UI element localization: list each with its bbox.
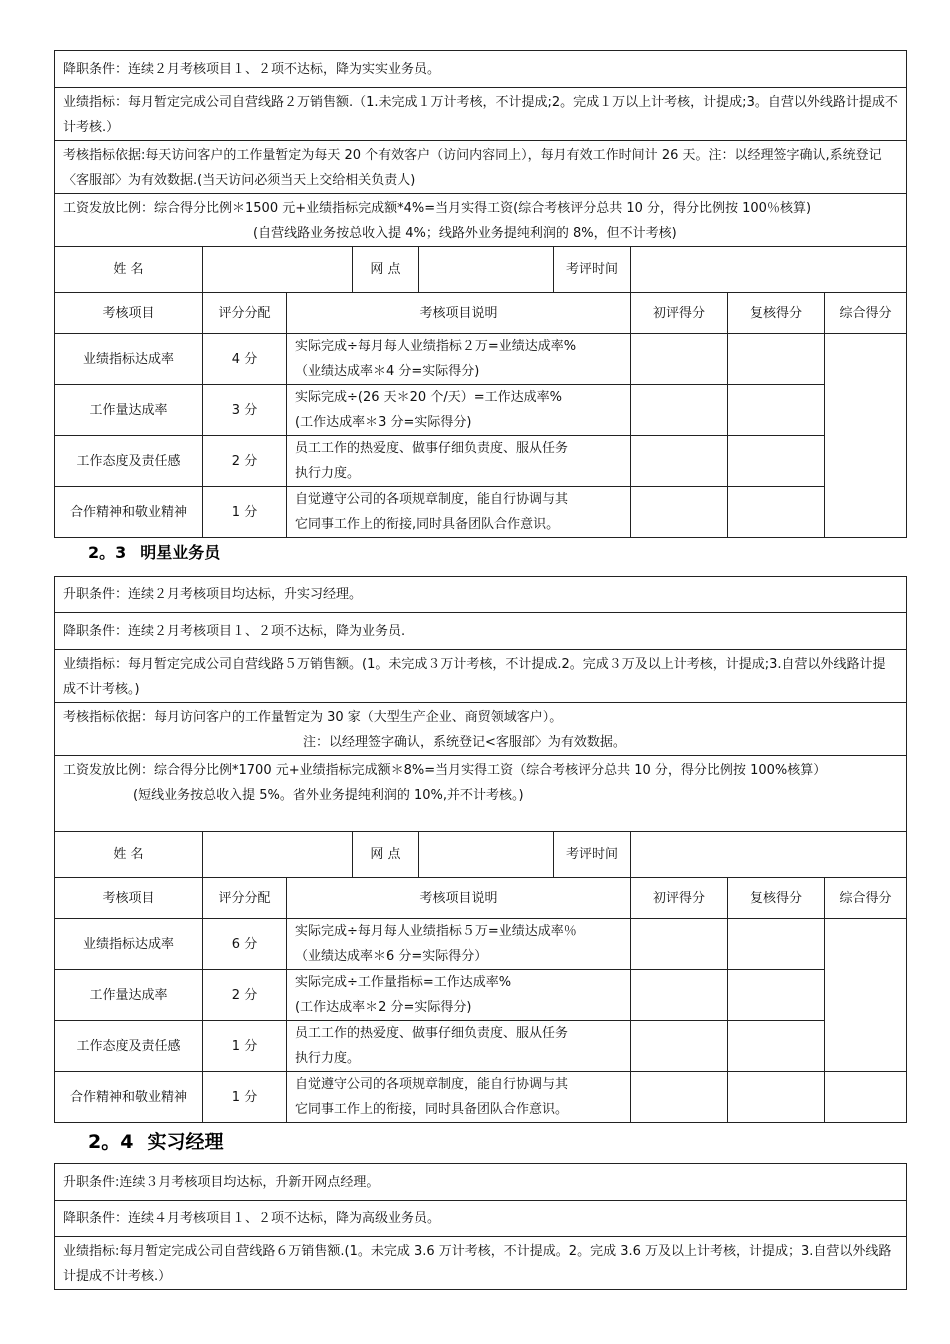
description-line: 员工工作的热爱度、做事仔细负责度、服从任务: [295, 1026, 569, 1041]
description-line: （业绩达成率＊6 分=实际得分）: [295, 949, 488, 964]
outlet-label: 网 点: [353, 832, 419, 878]
assessment-table-b: [54, 576, 907, 1123]
row-description: [287, 334, 631, 385]
name-field[interactable]: [203, 247, 353, 293]
assessment-basis-line2: 注：以经理签字确认，系统登记<客服部〉为有效数据。: [303, 735, 626, 750]
assessment-basis: 考核指标依据:每天访问客户的工作量暂定为每天 20 个有效客户（访问内容同上），每月有效工作时间计 26 天。注：以经理签字确认,系统登记〈客服部〉为有效数据.(当天访问必须当天上交给相关负责人): [55, 141, 907, 194]
outlet-label: 网 点: [353, 247, 419, 293]
name-label: 姓 名: [55, 832, 203, 878]
section-number: 2。3: [88, 543, 127, 562]
review-score-cell[interactable]: [728, 970, 825, 1021]
row-score: 2 分: [203, 970, 287, 1021]
section-heading-2-3: [88, 540, 220, 563]
row-description: [287, 487, 631, 538]
header-total-score: 综合得分: [825, 878, 907, 919]
initial-score-cell[interactable]: [631, 385, 728, 436]
row-description: [287, 436, 631, 487]
description-line: 实际完成÷(26 天＊20 个/天）=工作达成率%: [295, 390, 562, 405]
outlet-field[interactable]: [419, 832, 554, 878]
initial-score-cell[interactable]: [631, 1021, 728, 1072]
demotion-condition: 降职条件：连续４月考核项目１、２项不达标，降为高级业务员。: [55, 1201, 907, 1237]
review-score-cell[interactable]: [728, 1021, 825, 1072]
header-initial-score: 初评得分: [631, 878, 728, 919]
row-score: 6 分: [203, 919, 287, 970]
section-heading-2-4: [88, 1127, 223, 1154]
assessment-table-a: [54, 50, 907, 538]
outlet-field[interactable]: [419, 247, 554, 293]
performance-target: 业绩指标：每月暂定完成公司自营线路５万销售额。(1。未完成３万计考核，不计提成.2。完成３万及以上计考核，计提成;3.自营以外线路计提成不计考核。): [55, 650, 907, 703]
row-item: 业绩指标达成率: [55, 334, 203, 385]
salary-ratio-line1: 工资发放比例：综合得分比例＊1500 元+业绩指标完成额*4%=当月实得工资(综合考核评分总共 10 分，得分比例按 100％核算): [63, 201, 812, 216]
table-row: [55, 385, 907, 436]
initial-score-cell[interactable]: [631, 970, 728, 1021]
description-line: 自觉遵守公司的各项规章制度，能自行协调与其: [295, 1077, 569, 1092]
table-row: [55, 1072, 907, 1123]
assessment-table-c: [54, 1163, 907, 1290]
header-score: 评分分配: [203, 878, 287, 919]
total-score-cell[interactable]: [825, 334, 907, 538]
review-score-cell[interactable]: [728, 436, 825, 487]
header-total-score: 综合得分: [825, 293, 907, 334]
review-score-cell[interactable]: [728, 487, 825, 538]
initial-score-cell[interactable]: [631, 1072, 728, 1123]
description-line: 执行力度。: [295, 466, 361, 481]
table-row: [55, 334, 907, 385]
description-line: 实际完成÷每月每人业绩指标２万=业绩达成率%: [295, 339, 577, 354]
row-score: 1 分: [203, 1021, 287, 1072]
performance-target: 业绩指标:每月暂定完成公司自营线路６万销售额.(1。未完成 3.6 万计考核，不计提成。2。完成 3.6 万及以上计考核，计提成；3.自营以外线路计提成不计考核.）: [55, 1237, 907, 1290]
row-item: 合作精神和敬业精神: [55, 487, 203, 538]
row-score: 3 分: [203, 385, 287, 436]
header-item: 考核项目: [55, 293, 203, 334]
description-line: 执行力度。: [295, 1051, 361, 1066]
initial-score-cell[interactable]: [631, 487, 728, 538]
row-description: [287, 385, 631, 436]
review-score-cell[interactable]: [728, 1072, 825, 1123]
row-score: 4 分: [203, 334, 287, 385]
table-row: [55, 487, 907, 538]
initial-score-cell[interactable]: [631, 334, 728, 385]
row-item: 工作态度及责任感: [55, 1021, 203, 1072]
header-review-score: 复核得分: [728, 878, 825, 919]
section-number: 2。4: [88, 1131, 134, 1153]
description-line: 员工工作的热爱度、做事仔细负责度、服从任务: [295, 441, 569, 456]
header-score: 评分分配: [203, 293, 287, 334]
description-line: (工作达成率＊2 分=实际得分): [295, 1000, 472, 1015]
row-score: 1 分: [203, 1072, 287, 1123]
row-item: 工作量达成率: [55, 385, 203, 436]
review-score-cell[interactable]: [728, 385, 825, 436]
row-item: 工作态度及责任感: [55, 436, 203, 487]
table-row: [55, 1021, 907, 1072]
review-time-label: 考评时间: [554, 247, 631, 293]
name-field[interactable]: [203, 832, 353, 878]
review-time-field[interactable]: [631, 832, 907, 878]
review-score-cell[interactable]: [728, 919, 825, 970]
description-line: 实际完成÷每月每人业绩指标５万=业绩达成率％: [295, 924, 577, 939]
row-score: 2 分: [203, 436, 287, 487]
row-description: [287, 919, 631, 970]
row-description: [287, 1072, 631, 1123]
salary-ratio: [55, 756, 907, 832]
demotion-condition: 降职条件：连续２月考核项目１、２项不达标，降为业务员.: [55, 613, 907, 650]
assessment-basis-line1: 考核指标依据：每月访问客户的工作量暂定为 30 家（大型生产企业、商贸领域客户）。: [63, 710, 563, 725]
performance-target: 业绩指标：每月暂定完成公司自营线路２万销售额.（1.未完成１万计考核，不计提成;2。完成１万以上计考核，计提成;3。自营以外线路计提成不计考核.）: [55, 88, 907, 141]
section-title: 明星业务员: [140, 543, 221, 562]
initial-score-cell[interactable]: [631, 436, 728, 487]
promotion-condition: 升职条件：连续２月考核项目均达标，升实习经理。: [55, 577, 907, 613]
description-line: (工作达成率＊3 分=实际得分): [295, 415, 472, 430]
salary-ratio-line2: (短线业务按总收入提 5%。省外业务提纯利润的 10%,并不计考核。): [133, 788, 524, 803]
table-row: [55, 970, 907, 1021]
total-score-cell[interactable]: [825, 919, 907, 1072]
description-line: 实际完成÷工作量指标=工作达成率%: [295, 975, 512, 990]
table-row: [55, 919, 907, 970]
demotion-condition: 降职条件：连续２月考核项目１、２项不达标，降为实实业务员。: [55, 51, 907, 88]
header-initial-score: 初评得分: [631, 293, 728, 334]
description-line: （业绩达成率＊4 分=实际得分): [295, 364, 480, 379]
row-description: [287, 1021, 631, 1072]
name-label: 姓 名: [55, 247, 203, 293]
header-review-score: 复核得分: [728, 293, 825, 334]
table-row: [55, 436, 907, 487]
initial-score-cell[interactable]: [631, 919, 728, 970]
row-item: 工作量达成率: [55, 970, 203, 1021]
review-score-cell[interactable]: [728, 334, 825, 385]
header-description: 考核项目说明: [287, 878, 631, 919]
assessment-basis: [55, 703, 907, 756]
description-line: 它同事工作上的衔接,同时具备团队合作意识。: [295, 517, 560, 532]
header-description: 考核项目说明: [287, 293, 631, 334]
salary-ratio: [55, 194, 907, 247]
row-item: 业绩指标达成率: [55, 919, 203, 970]
salary-ratio-line2: (自营线路业务按总收入提 4%；线路外业务提纯利润的 8%，但不计考核): [253, 226, 677, 241]
row-score: 1 分: [203, 487, 287, 538]
total-score-cell[interactable]: [825, 1072, 907, 1123]
row-item: 合作精神和敬业精神: [55, 1072, 203, 1123]
promotion-condition: 升职条件:连续３月考核项目均达标，升新开网点经理。: [55, 1164, 907, 1201]
row-description: [287, 970, 631, 1021]
review-time-field[interactable]: [631, 247, 907, 293]
section-title: 实习经理: [147, 1131, 224, 1153]
header-item: 考核项目: [55, 878, 203, 919]
description-line: 它同事工作上的衔接，同时具备团队合作意识。: [295, 1102, 569, 1117]
description-line: 自觉遵守公司的各项规章制度，能自行协调与其: [295, 492, 569, 507]
review-time-label: 考评时间: [554, 832, 631, 878]
salary-ratio-line1: 工资发放比例：综合得分比例*1700 元+业绩指标完成额＊8%=当月实得工资（综合考核评分总共 10 分，得分比例按 100%核算）: [63, 763, 827, 778]
